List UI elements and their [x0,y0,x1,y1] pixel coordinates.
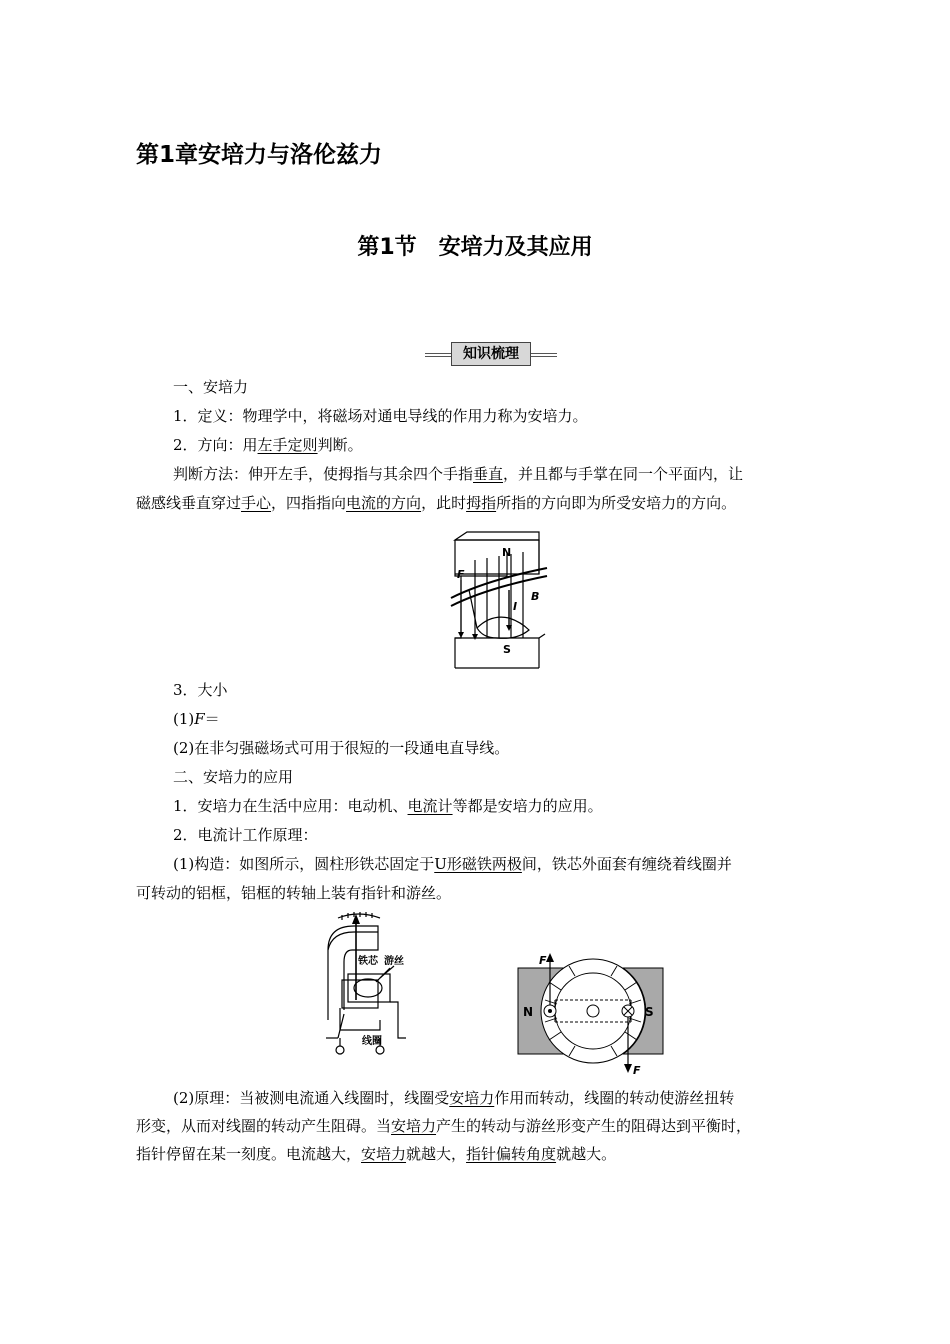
left-hand-rule-figure [447,530,552,670]
heading-applications: 二、安培力的应用 [173,768,294,786]
principle-line-3: 指针停留在某一刻度。电流越大，安培力就越大，指针偏转角度就越大。 [136,1145,617,1163]
formula-2: (2)在非匀强磁场式可用于很短的一段通电直导线。 [173,739,510,757]
knowledge-badge [425,342,557,366]
fig3-south-label: S [645,1005,654,1019]
method-line-1: 判断方法：伸开左手，使拇指与其余四个手指垂直，并且都与手掌在同一个平面内，让 [173,465,744,483]
fig2-coil-label: 线圈 [362,1036,382,1047]
fig3-force-top-label: F [539,954,547,967]
fig2-spring-label: 游丝 [384,956,404,967]
principle-line-1: (2)原理：当被测电流通入线圈时，线圈受安培力作用而转动，线圈的转动使游丝扭转 [173,1089,735,1107]
heading-ampere-force: 一、安培力 [173,378,249,396]
fig1-current-label: I [513,600,518,613]
direction-line: 2．方向：用左手定则判断。 [173,436,363,454]
construction-line-1: (1)构造：如图所示，圆柱形铁芯固定于U形磁铁两极间，铁芯外面套有缠绕着线圈并 [173,855,732,873]
fig1-south-label: S [503,643,511,656]
method-line-2: 磁感线垂直穿过手心，四指指向电流的方向，此时拇指所指的方向即为所受安培力的方向。 [136,494,737,512]
fig3-north-label: N [523,1005,534,1019]
formula-1: (1)F＝ [173,710,220,728]
fig1-north-label: N [502,546,512,559]
galvanometer-heading: 2．电流计工作原理： [173,826,318,844]
section-title: 第1节 安培力及其应用 [357,235,593,260]
size-heading: 3．大小 [173,681,228,699]
construction-line-2: 可转动的铝框，铝框的转轴上装有指针和游丝。 [136,884,452,902]
fig2-core-label: 铁芯 [358,956,378,967]
galvanometer-structure-figure [318,910,413,1070]
fig3-force-bottom-label: F [633,1064,641,1075]
radial-field-figure [515,950,665,1075]
fig1-field-label: B [531,590,540,603]
chapter-title: 第1章安培力与洛伦兹力 [136,142,383,168]
application-line: 1．安培力在生活中应用：电动机、电流计等都是安培力的应用。 [173,797,603,815]
definition: 1．定义：物理学中，将磁场对通电导线的作用力称为安培力。 [173,407,588,425]
principle-line-2: 形变，从而对线圈的转动产生阻碍。当安培力产生的转动与游丝形变产生的阻碍达到平衡时， [136,1117,752,1135]
badge-label: 知识梳理 [451,342,531,366]
fig1-force-label: F [457,568,465,581]
